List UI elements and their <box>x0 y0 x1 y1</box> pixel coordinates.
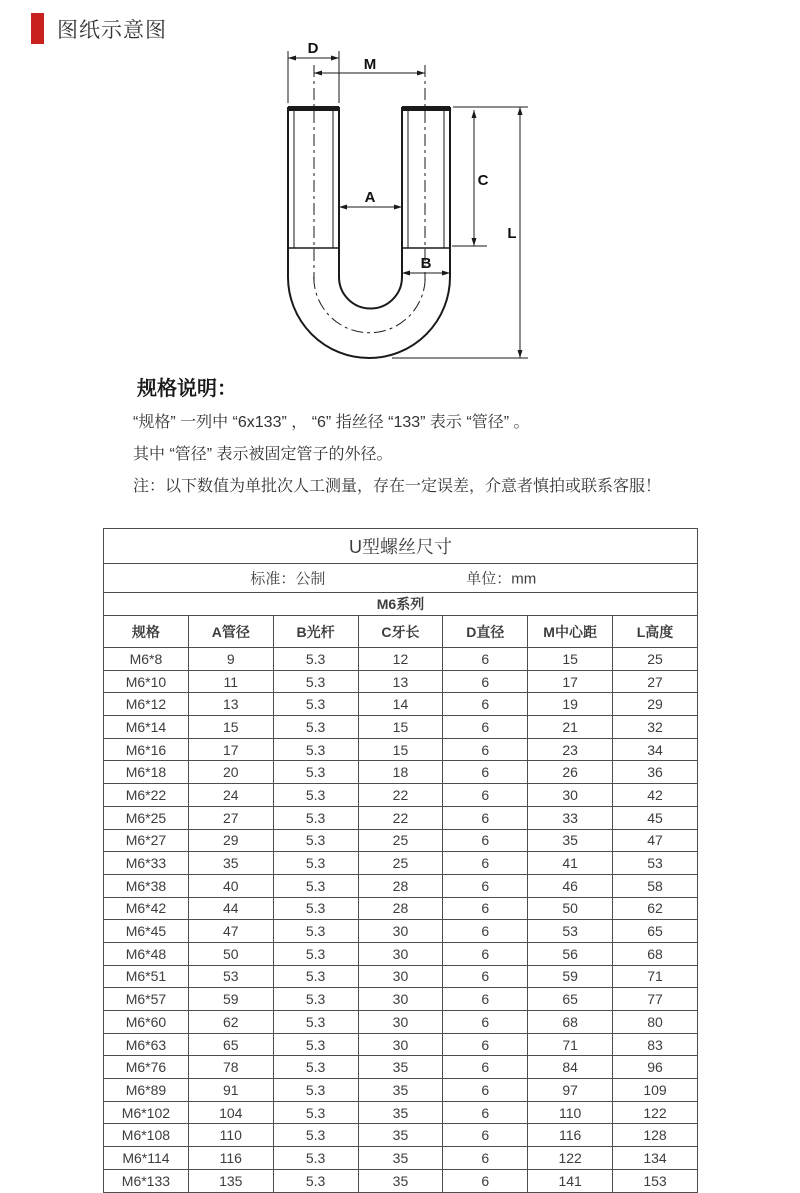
table-cell: 65 <box>528 988 613 1011</box>
table-cell: M6*22 <box>104 784 189 807</box>
table-cell: 11 <box>188 670 273 693</box>
table-row <box>104 784 698 807</box>
table-cell: 34 <box>613 738 698 761</box>
table-cell: 30 <box>358 1033 443 1056</box>
table-cell: 9 <box>188 648 273 671</box>
table-cell: 128 <box>613 1124 698 1147</box>
column-header-row <box>104 616 698 648</box>
table-cell: 46 <box>528 874 613 897</box>
table-cell: 42 <box>613 784 698 807</box>
column-header: 规格 <box>104 616 189 648</box>
table-cell: 53 <box>188 965 273 988</box>
column-header: M中心距 <box>528 616 613 648</box>
table-row <box>104 1033 698 1056</box>
table-cell: 59 <box>188 988 273 1011</box>
table-row <box>104 988 698 1011</box>
table-cell: 6 <box>443 920 528 943</box>
table-cell: 6 <box>443 1101 528 1124</box>
table-cell: 65 <box>613 920 698 943</box>
table-cell: 5.3 <box>273 1147 358 1170</box>
table-cell: 5.3 <box>273 942 358 965</box>
table-cell: 84 <box>528 1056 613 1079</box>
table-cell: 71 <box>613 965 698 988</box>
table-cell: 35 <box>358 1147 443 1170</box>
table-cell: 104 <box>188 1101 273 1124</box>
column-header: L高度 <box>613 616 698 648</box>
table-cell: M6*60 <box>104 1011 189 1034</box>
table-cell: 47 <box>188 920 273 943</box>
table-cell: 30 <box>358 965 443 988</box>
table-cell: 6 <box>443 942 528 965</box>
table-cell: 28 <box>358 897 443 920</box>
table-cell: 153 <box>613 1169 698 1192</box>
ubolt-inner-contour <box>339 107 402 309</box>
table-cell: 6 <box>443 897 528 920</box>
table-cell: 20 <box>188 761 273 784</box>
table-cell: 47 <box>613 829 698 852</box>
table-row <box>104 942 698 965</box>
table-cell: 5.3 <box>273 716 358 739</box>
table-cell: 6 <box>443 761 528 784</box>
table-cell: 56 <box>528 942 613 965</box>
table-cell: 25 <box>358 852 443 875</box>
table-row <box>104 920 698 943</box>
table-row <box>104 829 698 852</box>
table-cell: 59 <box>528 965 613 988</box>
table-cell: 83 <box>613 1033 698 1056</box>
table-cell: 5.3 <box>273 874 358 897</box>
table-cell: 6 <box>443 670 528 693</box>
spec-line-1: “规格” 一列中 “6x133” ， “6” 指丝径 “133” 表示 “管径” 。 <box>133 414 530 431</box>
dimension-arrowheads <box>288 56 523 359</box>
size-table-body <box>104 648 698 1193</box>
dim-label-a: A <box>364 189 376 206</box>
table-cell: 5.3 <box>273 761 358 784</box>
table-cell: 71 <box>528 1033 613 1056</box>
table-cell: 27 <box>188 806 273 829</box>
table-cell: 22 <box>358 784 443 807</box>
spec-section <box>133 372 713 509</box>
table-cell: 68 <box>528 1011 613 1034</box>
table-cell: 80 <box>613 1011 698 1034</box>
page-title: 图纸示意图 <box>57 18 167 42</box>
table-cell: 6 <box>443 1056 528 1079</box>
table-cell: 5.3 <box>273 670 358 693</box>
table-cell: M6*42 <box>104 897 189 920</box>
spec-line-2: 其中 “管径” 表示被固定管子的外径。 <box>133 446 393 463</box>
table-cell: 50 <box>188 942 273 965</box>
table-cell: M6*48 <box>104 942 189 965</box>
table-cell: 6 <box>443 1147 528 1170</box>
table-row <box>104 738 698 761</box>
table-row <box>104 1079 698 1102</box>
table-cell: 5.3 <box>273 988 358 1011</box>
table-title-row <box>104 529 698 564</box>
table-cell: 36 <box>613 761 698 784</box>
table-cell: 35 <box>358 1124 443 1147</box>
table-cell: M6*102 <box>104 1101 189 1124</box>
table-cell: 6 <box>443 1079 528 1102</box>
table-cell: 6 <box>443 1169 528 1192</box>
table-row <box>104 1147 698 1170</box>
table-cell: 5.3 <box>273 1056 358 1079</box>
standard-unit-row <box>104 564 698 593</box>
table-cell: 19 <box>528 693 613 716</box>
table-cell: 5.3 <box>273 648 358 671</box>
table-cell: 109 <box>613 1079 698 1102</box>
unit-label: 单位：mm <box>466 570 537 588</box>
table-cell: M6*114 <box>104 1147 189 1170</box>
table-cell: 5.3 <box>273 738 358 761</box>
table-cell: 5.3 <box>273 784 358 807</box>
table-cell: 41 <box>528 852 613 875</box>
table-cell: 5.3 <box>273 852 358 875</box>
table-cell: 35 <box>528 829 613 852</box>
table-cell: 30 <box>528 784 613 807</box>
table-cell: 32 <box>613 716 698 739</box>
table-cell: M6*25 <box>104 806 189 829</box>
table-cell: 65 <box>188 1033 273 1056</box>
table-cell: 5.3 <box>273 693 358 716</box>
table-cell: 6 <box>443 965 528 988</box>
spec-heading: 规格说明： <box>137 378 237 400</box>
ubolt-outer-contour <box>288 107 450 358</box>
table-cell: 6 <box>443 716 528 739</box>
red-accent-bar <box>31 13 44 44</box>
table-cell: 68 <box>613 942 698 965</box>
dim-label-l: L <box>507 225 517 242</box>
table-cell: 5.3 <box>273 1124 358 1147</box>
table-cell: 6 <box>443 829 528 852</box>
table-cell: 26 <box>528 761 613 784</box>
table-row <box>104 1056 698 1079</box>
table-cell: M6*89 <box>104 1079 189 1102</box>
table-row <box>104 716 698 739</box>
table-cell: 6 <box>443 693 528 716</box>
table-cell: 62 <box>188 1011 273 1034</box>
table-row <box>104 648 698 671</box>
table-cell: 15 <box>358 738 443 761</box>
table-cell: 53 <box>613 852 698 875</box>
table-cell: 14 <box>358 693 443 716</box>
table-cell: M6*16 <box>104 738 189 761</box>
table-cell: 45 <box>613 806 698 829</box>
table-cell: 58 <box>613 874 698 897</box>
table-cell: 18 <box>358 761 443 784</box>
column-header: A管径 <box>188 616 273 648</box>
table-row <box>104 1101 698 1124</box>
table-cell: 30 <box>358 988 443 1011</box>
table-cell: 35 <box>358 1056 443 1079</box>
dim-label-b: B <box>420 255 432 272</box>
column-header: B光杆 <box>273 616 358 648</box>
table-cell: 5.3 <box>273 1079 358 1102</box>
table-cell: 35 <box>358 1169 443 1192</box>
table-cell: 15 <box>188 716 273 739</box>
table-cell: 110 <box>188 1124 273 1147</box>
table-cell: M6*76 <box>104 1056 189 1079</box>
table-row <box>104 1124 698 1147</box>
table-cell: 5.3 <box>273 806 358 829</box>
series-row <box>104 593 698 616</box>
table-cell: 97 <box>528 1079 613 1102</box>
table-cell: M6*51 <box>104 965 189 988</box>
table-cell: 13 <box>358 670 443 693</box>
table-cell: 5.3 <box>273 829 358 852</box>
table-cell: 5.3 <box>273 1169 358 1192</box>
spec-line-3: 注：以下数值为单批次人工测量，存在一定误差，介意者慎拍或联系客服！ <box>133 478 662 495</box>
table-cell: M6*18 <box>104 761 189 784</box>
table-cell: 96 <box>613 1056 698 1079</box>
table-cell: 15 <box>358 716 443 739</box>
table-cell: 35 <box>188 852 273 875</box>
table-cell: 35 <box>358 1101 443 1124</box>
table-row <box>104 897 698 920</box>
table-cell: M6*12 <box>104 693 189 716</box>
table-row <box>104 1011 698 1034</box>
table-cell: 77 <box>613 988 698 1011</box>
table-cell: 44 <box>188 897 273 920</box>
table-cell: 122 <box>528 1147 613 1170</box>
table-cell: M6*27 <box>104 829 189 852</box>
table-cell: 5.3 <box>273 920 358 943</box>
table-cell: 78 <box>188 1056 273 1079</box>
table-row <box>104 965 698 988</box>
table-cell: 23 <box>528 738 613 761</box>
table-cell: 110 <box>528 1101 613 1124</box>
table-cell: 30 <box>358 942 443 965</box>
table-row <box>104 874 698 897</box>
table-cell: 5.3 <box>273 897 358 920</box>
table-cell: 6 <box>443 784 528 807</box>
table-cell: 6 <box>443 988 528 1011</box>
table-cell: 6 <box>443 738 528 761</box>
table-cell: 33 <box>528 806 613 829</box>
table-cell: M6*108 <box>104 1124 189 1147</box>
table-cell: 50 <box>528 897 613 920</box>
table-cell: 134 <box>613 1147 698 1170</box>
table-cell: 17 <box>528 670 613 693</box>
table-cell: 135 <box>188 1169 273 1192</box>
table-cell: 12 <box>358 648 443 671</box>
table-cell: 6 <box>443 1011 528 1034</box>
table-title: U型螺丝尺寸 <box>104 529 698 564</box>
table-cell: 141 <box>528 1169 613 1192</box>
table-cell: 6 <box>443 1124 528 1147</box>
table-cell: 24 <box>188 784 273 807</box>
table-cell: 6 <box>443 1033 528 1056</box>
section-header <box>31 13 167 44</box>
table-cell: 6 <box>443 648 528 671</box>
table-row <box>104 670 698 693</box>
table-cell: 27 <box>613 670 698 693</box>
table-cell: 5.3 <box>273 1033 358 1056</box>
table-cell: 21 <box>528 716 613 739</box>
table-cell: M6*45 <box>104 920 189 943</box>
series-label: M6系列 <box>104 593 698 616</box>
table-cell: 22 <box>358 806 443 829</box>
table-cell: 116 <box>528 1124 613 1147</box>
dim-label-c: C <box>477 172 489 189</box>
table-cell: 17 <box>188 738 273 761</box>
ubolt-technical-drawing <box>240 25 570 375</box>
column-header: C牙长 <box>358 616 443 648</box>
table-cell: 5.3 <box>273 1011 358 1034</box>
table-row <box>104 806 698 829</box>
table-cell: M6*57 <box>104 988 189 1011</box>
table-cell: 15 <box>528 648 613 671</box>
table-cell: 29 <box>188 829 273 852</box>
table-cell: M6*8 <box>104 648 189 671</box>
table-row <box>104 693 698 716</box>
table-cell: M6*10 <box>104 670 189 693</box>
table-cell: 5.3 <box>273 1101 358 1124</box>
table-cell: 122 <box>613 1101 698 1124</box>
table-cell: M6*63 <box>104 1033 189 1056</box>
table-cell: 6 <box>443 852 528 875</box>
table-cell: M6*14 <box>104 716 189 739</box>
table-row <box>104 761 698 784</box>
table-cell: 91 <box>188 1079 273 1102</box>
table-cell: 25 <box>358 829 443 852</box>
table-cell: 40 <box>188 874 273 897</box>
standard-label: 标准：公制 <box>250 570 326 588</box>
table-cell: 53 <box>528 920 613 943</box>
table-cell: 29 <box>613 693 698 716</box>
table-row <box>104 1169 698 1192</box>
table-cell: 5.3 <box>273 965 358 988</box>
table-cell: 30 <box>358 1011 443 1034</box>
dim-label-d: D <box>307 40 319 57</box>
table-cell: 13 <box>188 693 273 716</box>
table-row <box>104 852 698 875</box>
table-cell: 62 <box>613 897 698 920</box>
table-cell: M6*38 <box>104 874 189 897</box>
table-cell: 6 <box>443 806 528 829</box>
column-header: D直径 <box>443 616 528 648</box>
table-cell: M6*33 <box>104 852 189 875</box>
size-table <box>103 528 698 1193</box>
table-cell: 28 <box>358 874 443 897</box>
dim-label-m: M <box>363 56 377 73</box>
table-cell: M6*133 <box>104 1169 189 1192</box>
table-cell: 6 <box>443 874 528 897</box>
table-cell: 30 <box>358 920 443 943</box>
table-cell: 35 <box>358 1079 443 1102</box>
table-cell: 116 <box>188 1147 273 1170</box>
table-cell: 25 <box>613 648 698 671</box>
